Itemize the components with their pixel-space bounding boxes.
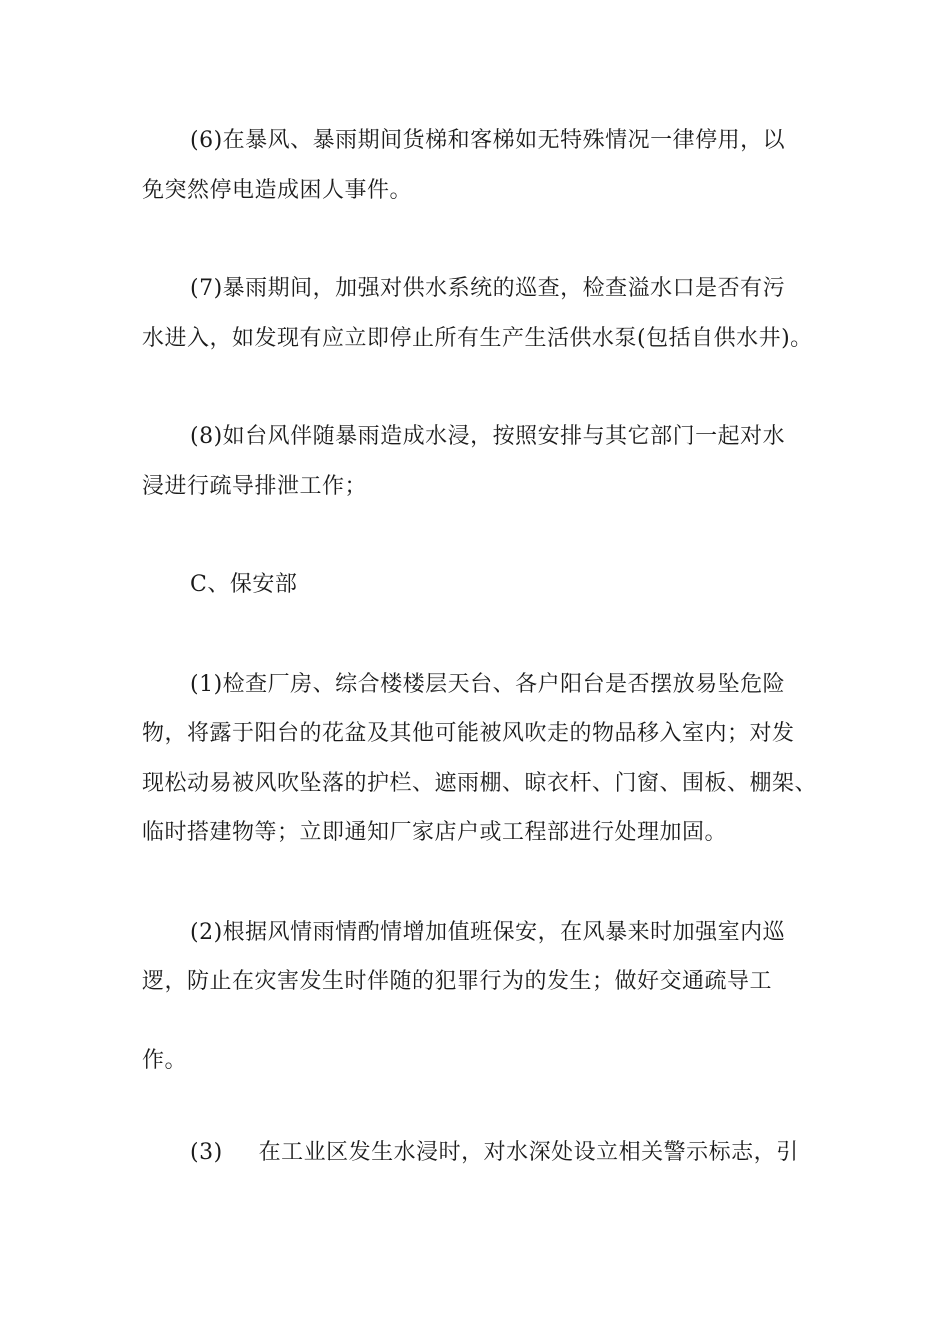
- paragraph-3-line-1: [190, 1138, 799, 1168]
- paragraph-2-line-1: (2)根据风情雨情酌情增加值班保安，在风暴来时加强室内巡: [190, 920, 786, 945]
- paragraph-1-line-1: (1)检查厂房、综合楼楼层天台、各户阳台是否摆放易坠危险: [190, 672, 786, 697]
- paragraph-3-number: (3): [190, 1140, 223, 1165]
- paragraph-1-line-3: 现松动易被风吹坠落的护栏、遮雨棚、晾衣杆、门窗、围板、棚架、: [142, 771, 818, 796]
- paragraph-7-line-1: (7)暴雨期间，加强对供水系统的巡查，检查溢水口是否有污: [190, 276, 786, 301]
- paragraph-7-line-2: 水进入，如发现有应立即停止所有生产生活供水泵(包括自供水井)。: [142, 326, 813, 351]
- paragraph-8-line-1: (8)如台风伴随暴雨造成水浸，按照安排与其它部门一起对水: [190, 424, 786, 449]
- paragraph-1-line-4: 临时搭建物等；立即通知厂家店户或工程部进行处理加固。: [142, 820, 728, 845]
- paragraph-2-line-3: 作。: [142, 1048, 188, 1073]
- paragraph-1-line-2: 物，将露于阳台的花盆及其他可能被风吹走的物品移入室内；对发: [142, 721, 795, 746]
- section-heading-security: C、保安部: [190, 572, 298, 597]
- paragraph-6-line-1: (6)在暴风、暴雨期间货梯和客梯如无特殊情况一律停用，以: [190, 128, 786, 153]
- paragraph-8-line-2: 浸进行疏导排泄工作；: [142, 474, 368, 499]
- paragraph-6-line-2: 免突然停电造成困人事件。: [142, 178, 413, 203]
- paragraph-2-line-2: 逻，防止在灾害发生时伴随的犯罪行为的发生；做好交通疏导工: [142, 969, 773, 994]
- paragraph-3-text: 在工业区发生水浸时，对水深处设立相关警示标志，引: [258, 1140, 799, 1165]
